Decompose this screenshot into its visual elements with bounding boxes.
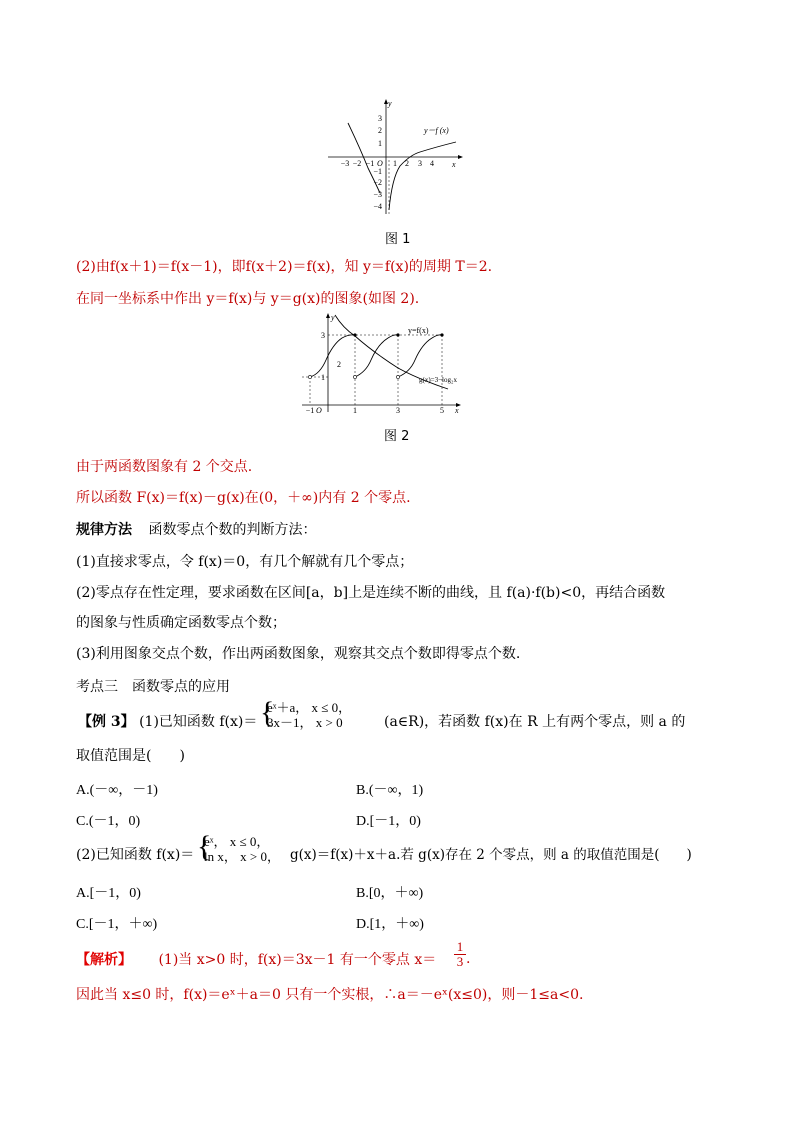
fig1-ytick: 3 [378,114,382,123]
fig2-xtick: 1 [353,406,357,415]
fig1-y-label: y [388,99,392,108]
fig1-xtick: 2 [405,159,409,168]
text-line: 所以函数 F(x)＝f(x)－g(x)在(0，＋∞)内有 2 个零点. [76,490,411,506]
method-item: (3)利用图象交点个数，作出两函数图象，观察其交点个数即得零点个数. [76,646,521,662]
piece-case: eˣ， x ≤ 0， [204,834,270,849]
example3-q1-suffix: (a∈R)，若函数 f(x)在 R 上有两个零点，则 a 的 [384,714,686,730]
text-line: (2)由f(x＋1)＝f(x－1)，即f(x＋2)＝f(x)，知 y＝f(x)的周期 T＝2. [76,259,493,275]
left-brace-icon: { [197,830,212,863]
method-item: 的图象与性质确定函数零点个数； [76,615,286,631]
method-intro: 函数零点个数的判断方法： [148,522,317,538]
example3-q1-line [78,713,257,731]
fig1-ytick: −4 [373,202,382,211]
fig2-xtick: 3 [396,406,400,415]
fig1-xtick: 4 [430,159,434,168]
fig1-xtick: −1 [365,159,375,168]
left-brace-icon: { [260,696,275,729]
figure-2-graph [298,312,466,416]
period: . [466,951,471,967]
fig1-xtick: −2 [352,159,362,168]
fig2-xtick: −1 [305,406,315,415]
fig1-xtick: 1 [393,159,397,168]
fraction-denominator: 3 [454,954,466,969]
example3-q2-prefix: (2)已知函数 f(x)＝ [76,847,195,863]
figure-1-caption: 图 1 [385,232,411,247]
fig2-f-label: y=f(x) [408,326,429,335]
figure-2-caption: 图 2 [384,429,410,444]
fig2-ytick: 1 [321,373,325,382]
choice-option: C.(－1，0) [76,814,141,829]
piece-case: 3x－1， x > 0 [267,715,343,730]
figure-1-graph [328,98,468,218]
section-title: 考点三 函数零点的应用 [76,679,230,695]
solution-line-2: 因此当 x≤0 时，f(x)＝eˣ＋a＝0 只有一个实根，∴a＝－eˣ(x≤0)，则－1≤a<0. [76,987,584,1003]
choice-option: B.(－∞，1) [356,783,424,798]
fig1-ytick: −3 [373,190,382,199]
piece-case: eˣ＋a， x ≤ 0， [267,700,352,715]
method-item: (1)直接求零点，令 f(x)＝0，有几个解就有几个零点； [76,554,414,570]
fig1-ytick: −2 [373,178,382,187]
fig1-ytick: 2 [378,126,382,135]
choice-option: A.[－1，0) [76,886,141,901]
fig1-x-label: x [452,160,456,169]
method-heading: 规律方法 [76,522,132,538]
solution-line-1 [76,951,436,969]
fraction-one-third [454,940,466,969]
example3-q1-brace [260,696,352,730]
fig1-left-curve [348,123,380,193]
piece-case: ln x， x > 0， [204,849,280,864]
fig2-ytick: 3 [321,331,325,340]
choice-option: D.[1，＋∞) [356,917,424,932]
choice-option: B.[0，＋∞) [356,886,424,901]
fig2-y-label: y [331,313,335,322]
fig2-g-label: g(x)=3−log₂x [419,376,457,384]
fig1-xtick: 3 [418,159,422,168]
solution-tag: 【解析】 [76,952,132,968]
choice-option: C.[－1，＋∞) [76,917,158,932]
text-line: 在同一坐标系中作出 y＝f(x)与 y＝g(x)的图象(如图 2). [76,291,420,307]
text-line: 由于两函数图象有 2 个交点. [76,459,253,475]
example3-tag: 【例 3】 [78,714,135,730]
fig1-ytick: −1 [373,167,382,176]
example3-q2-suffix: g(x)＝f(x)＋x＋a.若 g(x)存在 2 个零点，则 a 的取值范围是( ) [290,847,692,863]
choice-option: D.[－1，0) [356,814,421,829]
fig1-curve-label: y＝f (x) [424,126,449,135]
fraction-numerator: 1 [456,939,464,954]
example3-q2-brace [197,830,280,864]
example3-q1-prefix: (1)已知函数 f(x)＝ [139,714,258,730]
fig1-ytick: 1 [378,139,382,148]
fig1-xtick: −3 [340,159,350,168]
fig2-x-label: x [455,406,459,415]
solution-text: (1)当 x>0 时，f(x)＝3x－1 有一个零点 x＝ [158,952,437,968]
method-item: (2)零点存在性定理，要求函数在区间[a，b]上是连续不断的曲线，且 f(a)·f(b)<0，再结合函数 [76,585,666,601]
choice-option: A.(－∞，－1) [76,783,158,798]
fig2-xtick: 5 [440,406,444,415]
fig2-f-curve [310,335,442,377]
method-heading-line [76,521,316,539]
fig2-origin: O [316,406,322,415]
example3-q1-cont: 取值范围是( ) [76,748,185,764]
fig2-ytick: 2 [337,360,341,369]
fig1-origin: O [377,159,383,168]
fig1-right-curve [389,142,456,210]
